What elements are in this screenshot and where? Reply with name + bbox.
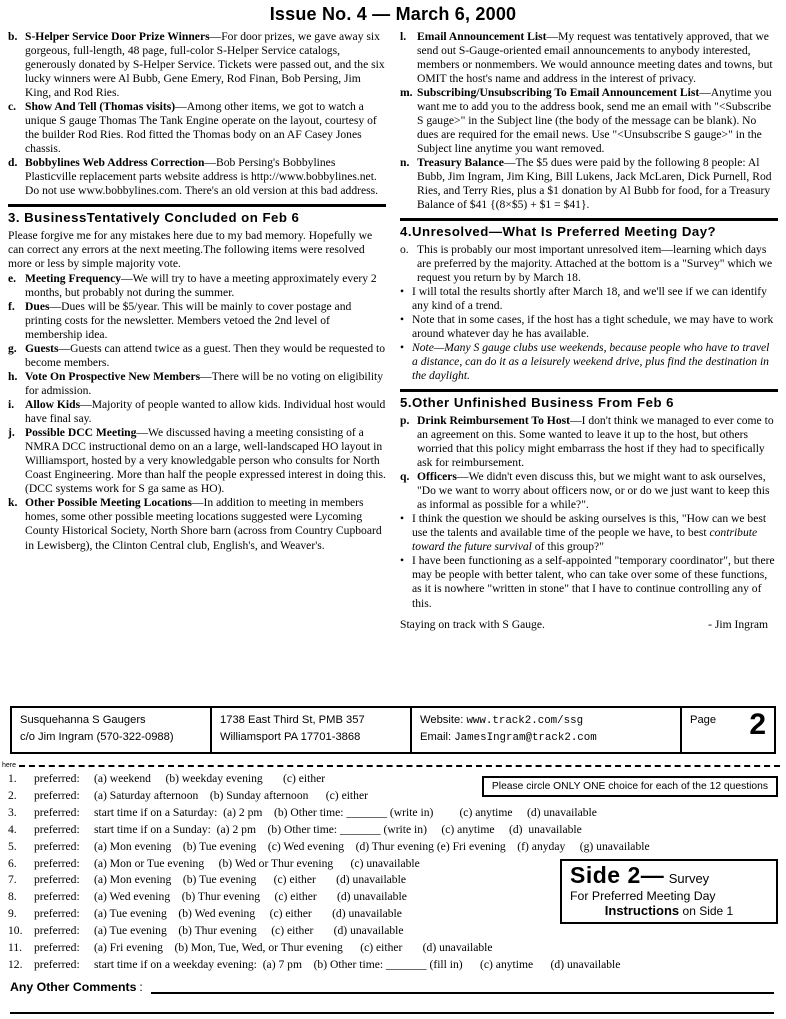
- item-label: o.: [400, 243, 409, 257]
- website-label: Website:: [420, 714, 464, 726]
- survey-question-5: [8, 839, 778, 856]
- item-label: j.: [8, 426, 15, 440]
- side2-subtitle: Survey: [668, 871, 710, 886]
- survey-question-3: [8, 805, 778, 822]
- item-label: g.: [8, 342, 17, 356]
- item-text: This is probably our most important unresolved item—learning which days are preferred by the majority. Attached at the bottom is a "Survey" which we request you return by by March 18.: [417, 243, 773, 285]
- item-label: h.: [8, 370, 18, 384]
- comments-row: [10, 978, 774, 994]
- item-text: —Majority of people wanted to allow kids. Individual host would have final say.: [25, 398, 386, 426]
- question-label: preferred:: [34, 924, 80, 938]
- closing-text: Staying on track with S Gauge.: [400, 617, 545, 631]
- page-number: 2: [749, 708, 766, 741]
- question-number: 5.: [8, 839, 17, 853]
- right-column: [400, 30, 778, 704]
- circle-one-notice: Please circle ONLY ONE choice for each of the 12 questions: [482, 776, 778, 797]
- question-number: 11.: [8, 941, 23, 955]
- footer-address-box: [10, 706, 776, 754]
- item-text: —Guests can attend twice as a guest. Then they would be requested to become members.: [25, 342, 386, 370]
- two-column-body: [8, 30, 778, 704]
- footer-org-cell: [12, 708, 210, 752]
- item-label: f.: [8, 300, 15, 314]
- item-text: —Among other items, we got to watch a unique S gauge Thomas The Tank Engine operate on the layout, courtesy of the builder Rod Ries. Rod fitted the Thomas body on an AF Casey Jones chassis.: [25, 100, 377, 156]
- item-label: i.: [8, 398, 15, 412]
- section-5-heading: 5.Other Unfinished Business From Feb 6: [400, 395, 675, 411]
- question-label: preferred:: [34, 788, 80, 802]
- question-options: (a) weekend (b) weekday evening (c) either: [94, 772, 326, 785]
- question-number: 2.: [8, 788, 17, 802]
- side2-title: Side 2—: [570, 862, 665, 888]
- item-label: m.: [400, 86, 413, 100]
- item-text: —My request was tentatively approved, that we send out S-Gauge-oriented email announcements to anybody interested, members or nonmembers. We would announce meeting dates and towns, but OMIT the host's name and address in the interest of privacy.: [417, 30, 773, 86]
- question-number: 3.: [8, 805, 17, 819]
- list-item-q: [400, 470, 778, 512]
- email-label: Email:: [420, 731, 452, 744]
- question-label: preferred:: [34, 890, 80, 904]
- question-options: (a) Mon or Tue evening (b) Wed or Thur evening (c) unavailable: [94, 856, 420, 870]
- side2-box: [560, 859, 778, 924]
- bullet-text: I will total the results shortly after March 18, and we'll see if we can identify any kind of a trend.: [412, 285, 767, 313]
- question-options: (a) Mon evening (b) Tue evening (c) Wed evening (d) Thur evening (e) Fri evening (f) anyday (g) unavailable: [94, 839, 650, 853]
- item-label: n.: [400, 156, 410, 170]
- question-options: start time if on a weekday evening: (a) 7 pm (b) Other time: _______ (fill in) (c) anytime (d) unavailable: [94, 957, 621, 971]
- comments-write-in-line: [151, 978, 774, 994]
- side2-instructions-note: [570, 903, 768, 918]
- item-title: Email Announcement List: [417, 30, 547, 43]
- closing-signature: - Jim Ingram: [708, 617, 768, 631]
- question-label: preferred:: [34, 873, 80, 887]
- dashed-cut-rule: [19, 765, 780, 767]
- question-options: start time if on a Saturday: (a) 2 pm (b) Other time: _______ (write in) (c) anytime (d) unavailable: [94, 805, 597, 819]
- survey-question-11: [8, 940, 778, 957]
- footer-web-cell: [410, 708, 680, 752]
- question-number: 12.: [8, 957, 23, 971]
- section-4-heading: 4.Unresolved—What Is Preferred Meeting Day?: [400, 224, 717, 240]
- list-item-k: [8, 496, 386, 552]
- question-number: 6.: [8, 856, 17, 870]
- question-label: preferred:: [34, 957, 80, 971]
- survey-question-4: [8, 822, 778, 839]
- question-options: start time if on a Sunday: (a) 2 pm (b) Other time: _______ (write in) (c) anytime (d) unavailable: [94, 822, 582, 836]
- question-number: 9.: [8, 907, 17, 921]
- survey-question-12: [8, 957, 778, 974]
- item-label: q.: [400, 470, 410, 484]
- bullet-icon: •: [400, 554, 405, 568]
- item-title: Guests: [25, 342, 59, 356]
- question-label: preferred:: [34, 907, 80, 921]
- bullet-text: [412, 512, 778, 554]
- question-label: preferred:: [34, 941, 80, 955]
- email-address: JamesIngram@track2.com: [454, 732, 597, 745]
- item-label: l.: [400, 30, 407, 43]
- question-options: (a) Tue evening (b) Wed evening (c) either (d) unavailable: [94, 907, 402, 921]
- list-item-l: [400, 30, 778, 86]
- item-title: Vote On Prospective New Members: [25, 370, 201, 384]
- section-5: [400, 389, 778, 610]
- list-item-e: [8, 272, 386, 300]
- question-label: preferred:: [34, 839, 80, 853]
- item-text: —We discussed having a meeting consisting of a NMRA DCC instructional demo on an a large, well-landscaped HO layout in Williamsport, hosted by a very knowledgable person who consults for North Coast Engineering. More than half the people expressed interest in doing this. (DCC systems work for S ga same as HO).: [25, 426, 386, 496]
- section-3-intro: Please forgive me for any mistakes here due to my bad memory. Hopefully we can correct any errors at the next meeting.The following items were resolved more or less by simple majority vote.: [8, 229, 373, 271]
- org-contact: c/o Jim Ingram (570-322-0988): [20, 730, 174, 743]
- item-text: —For door prizes, we gave away six gorgeous, full-length, 48 page, full-color S-Helper Service catalogs, generously donated by S-Helper Service. Tickets were passed out, and the six lucky winners were Al Bubb, Gene Emery, Rod Finan, Bob Persing, Jim King, and Rod Ries.: [25, 30, 385, 100]
- bullet-icon: •: [400, 285, 405, 299]
- footer-page-cell: [680, 708, 774, 752]
- item-title: Meeting Frequency: [25, 272, 122, 286]
- list-item-g: [8, 342, 386, 370]
- question-number: 7.: [8, 873, 17, 887]
- item-label: p.: [400, 414, 410, 428]
- comments-colon: :: [139, 979, 143, 994]
- survey-section: [0, 760, 786, 1019]
- item-title: Show And Tell (Thomas visits): [25, 100, 176, 114]
- item-title: Other Possible Meeting Locations: [25, 496, 192, 510]
- bullet-item: [400, 341, 778, 383]
- side2-instructions-word: Instructions: [604, 903, 680, 918]
- question-label: preferred:: [34, 772, 80, 785]
- item-title: Possible DCC Meeting: [25, 426, 137, 440]
- footer-street-cell: [210, 708, 410, 752]
- bullet-text-post: of this group?": [531, 540, 604, 554]
- bullet-item: [400, 313, 778, 341]
- question-options: (a) Mon evening (b) Tue evening (c) either (d) unavailable: [94, 873, 406, 887]
- item-title: Allow Kids: [25, 398, 81, 412]
- list-item-p: [400, 414, 778, 470]
- left-column: [8, 30, 386, 704]
- item-title: Subscribing/Unsubscribing To Email Announcement List: [417, 86, 700, 100]
- side2-description: For Preferred Meeting Day: [570, 889, 716, 903]
- city-state-zip: Williamsport PA 17701-3868: [220, 730, 361, 743]
- item-label: c.: [8, 100, 17, 114]
- item-text: —Dues will be $5/year. This will be mainly to cover postage and printing costs for the newsletter. Members vetoed the 2nd level of membership idea.: [25, 300, 352, 342]
- question-number: 1.: [8, 772, 17, 785]
- bullet-item: [400, 554, 778, 610]
- question-options: (a) Tue evening (b) Thur evening (c) either (d) unavailable: [94, 924, 404, 938]
- item-label: d.: [8, 156, 18, 170]
- item-text: —Bob Persing's Bobbylines Plasticville replacement parts website address is http://www.bobbylines.net. Do not use www.bobbylines.com. There's an old version at this bad address.: [25, 156, 379, 198]
- list-item-n: [400, 156, 778, 212]
- list-item-i: [8, 398, 386, 426]
- item-title: Dues: [25, 300, 50, 314]
- org-name: Susquehanna S Gaugers: [20, 714, 146, 726]
- list-item-h: [8, 370, 386, 398]
- list-item-b: [8, 30, 386, 100]
- cut-line: [2, 762, 780, 769]
- list-item-m: [400, 86, 778, 156]
- cut-here-label: here: [2, 762, 17, 769]
- section-4: [400, 218, 778, 383]
- bullet-text-italic: contribute toward the future survival: [412, 526, 758, 554]
- website-url: www.track2.com/ssg: [466, 715, 584, 727]
- bullet-item: [400, 285, 778, 313]
- item-title: Bobbylines Web Address Correction: [25, 156, 205, 170]
- page-label: Page: [690, 714, 717, 726]
- question-number: 8.: [8, 890, 17, 904]
- list-item-f: [8, 300, 386, 342]
- question-options: (a) Saturday afternoon (b) Sunday afternoon (c) either: [94, 788, 368, 802]
- question-number: 10.: [8, 924, 23, 938]
- bullet-text-pre: I think the question we should be asking ourselves is this, "How can we best use the talents and available time of the people we have, to best: [412, 512, 767, 540]
- item-label: e.: [8, 272, 17, 286]
- question-options: (a) Fri evening (b) Mon, Tue, Wed, or Thur evening (c) either (d) unavailable: [94, 941, 493, 955]
- list-item-o: [400, 243, 778, 285]
- question-number: 4.: [8, 822, 17, 836]
- closing-line: [400, 618, 778, 632]
- question-label: preferred:: [34, 856, 80, 870]
- item-label: k.: [8, 496, 18, 510]
- list-item-j: [8, 426, 386, 496]
- item-text: —In addition to meeting in members homes, some other possible meeting locations suggested were Lycoming County Historical Society, North Shore barn (across from Country Cupboard in Lewisberg), the Clinton Central club, English's, and Weaver's.: [25, 496, 382, 552]
- section-3: [8, 204, 386, 552]
- item-label: b.: [8, 30, 18, 43]
- bullet-text: Note—Many S gauge clubs use weekends, because people who have to travel a distance, can do it as a leisurely weekend drive, plus find the destination in the daylight.: [412, 341, 770, 383]
- item-text: —We will try to have a meeting approximately every 2 months, but probably not during the summer.: [25, 272, 377, 300]
- comments-write-in-line-2: [10, 1012, 774, 1014]
- item-title: Officers: [417, 470, 457, 484]
- item-text: —We didn't even discuss this, but we might want to ask ourselves, "Do we want to worry about officers now, or or do we just want to keep this as informal as possible for a while?".: [417, 470, 770, 512]
- item-title: Treasury Balance: [417, 156, 504, 170]
- bullet-icon: •: [400, 313, 405, 327]
- list-item-c: [8, 100, 386, 156]
- bullet-item: [400, 512, 778, 554]
- item-title: S-Helper Service Door Prize Winners: [25, 30, 210, 43]
- bullet-text: Note that in some cases, if the host has a tight schedule, we may have to work around whatever day he has available.: [412, 313, 774, 341]
- survey-question-10: [8, 923, 778, 940]
- page-title: Issue No. 4 — March 6, 2000: [269, 4, 517, 24]
- item-title: Drink Reimbursement To Host: [417, 414, 570, 428]
- item-text: —Anytime you want me to add you to the address book, send me an email with "<Subscribe S gauge>" in the Subject line (the body of the message can be blank). No dues are required for the email news. Use "<Unsubscribe S gauge>" in the Subject line anytime you want removed.: [417, 86, 772, 156]
- bullet-icon: •: [400, 512, 405, 526]
- comments-label: Any Other Comments: [10, 979, 137, 994]
- list-item-d: [8, 156, 386, 198]
- question-options: (a) Wed evening (b) Thur evening (c) either (d) unavailable: [94, 890, 407, 904]
- item-text: —I don't think we managed to ever come to an agreement on this. Some wanted to leave it up to the host, but others worried that this policy might embarrass the host if they had to specifically ask for reimbursement.: [417, 414, 774, 470]
- section-3-heading: 3. BusinessTentatively Concluded on Feb 6: [8, 210, 300, 226]
- item-text: —The $5 dues were paid by the following 8 people: Al Bubb, Jim Ingram, Jim King, Bill Lukens, Jack McLaren, Dick Purnell, Rod Ries, and Terry Ries, plus a $1 donation by Al Bubb for food, for a Treasury Balance of $41 {(8×$5) + $1 = $41}.: [417, 156, 772, 212]
- question-label: preferred:: [34, 822, 80, 836]
- side2-instructions-rest: on Side 1: [682, 904, 734, 918]
- question-label: preferred:: [34, 805, 80, 819]
- street-address: 1738 East Third St, PMB 357: [220, 714, 365, 726]
- bullet-text: I have been functioning as a self-appointed "temporary coordinator", but there may be people with better talent, who can take over some of these functions, as it is nowhere "written in stone" that I have to continue controlling any of this.: [412, 554, 775, 610]
- item-text: —There will be no voting on eligibility for admission.: [25, 370, 384, 398]
- bullet-icon: •: [400, 341, 405, 355]
